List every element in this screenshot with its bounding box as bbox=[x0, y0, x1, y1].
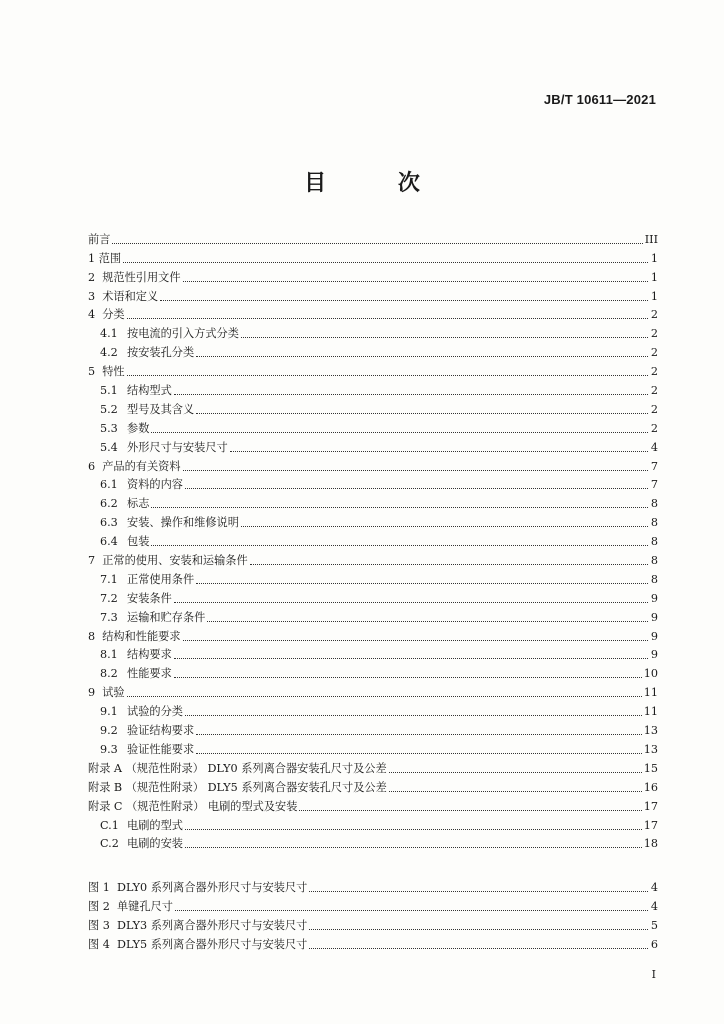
dot-leader bbox=[160, 299, 648, 301]
entry-title: 型号及其含义 bbox=[127, 402, 195, 416]
dot-leader bbox=[151, 431, 648, 433]
entry-number: 5.4 bbox=[100, 440, 118, 454]
entry-title: 正常的使用、安装和运输条件 bbox=[102, 554, 248, 568]
entry-title: 结构要求 bbox=[127, 648, 172, 662]
entry-title: 包装 bbox=[127, 535, 150, 549]
toc-entry[interactable] bbox=[88, 379, 658, 398]
entry-page: 1 bbox=[650, 251, 658, 265]
entry-page: 2 bbox=[650, 308, 658, 322]
entry-title: 安装条件 bbox=[127, 591, 172, 605]
dot-leader bbox=[389, 771, 642, 773]
dot-leader bbox=[196, 412, 648, 414]
entry-page: 1 bbox=[650, 289, 658, 303]
toc-entry[interactable] bbox=[88, 681, 658, 700]
entry-number: 6.4 bbox=[100, 535, 118, 549]
toc-entry[interactable] bbox=[88, 606, 658, 625]
dot-leader bbox=[174, 601, 648, 603]
entry-title: 验证结构要求 bbox=[127, 724, 195, 738]
dot-leader bbox=[185, 828, 642, 830]
entry-number: 6 bbox=[88, 459, 103, 473]
entry-page: 9 bbox=[650, 591, 658, 605]
entry-number: 4 bbox=[88, 308, 103, 322]
dot-leader bbox=[196, 355, 648, 357]
dot-leader bbox=[183, 469, 648, 471]
entry-page: III bbox=[644, 232, 658, 246]
entry-title: 资料的内容 bbox=[127, 478, 183, 492]
dot-leader bbox=[389, 790, 642, 792]
entry-page: 13 bbox=[643, 742, 658, 756]
entry-number: 8.2 bbox=[100, 667, 118, 681]
toc-entry[interactable] bbox=[88, 417, 658, 436]
entry-title: 按电流的引入方式分类 bbox=[127, 327, 239, 341]
entry-number: 9.3 bbox=[100, 742, 118, 756]
toc-entry[interactable] bbox=[88, 455, 658, 474]
entry-title: 产品的有关资料 bbox=[102, 459, 181, 473]
entry-number: 7.3 bbox=[100, 610, 118, 624]
entry-number: C.2 bbox=[100, 837, 119, 851]
toc-entry[interactable] bbox=[88, 304, 658, 323]
entry-title: DLY0 系列离合器外形尺寸与安装尺寸 bbox=[116, 880, 308, 894]
dot-leader bbox=[299, 809, 641, 811]
figure-entry[interactable] bbox=[88, 876, 658, 895]
entry-page: 13 bbox=[643, 724, 658, 738]
entry-page: 4 bbox=[650, 899, 658, 913]
toc-entry[interactable] bbox=[88, 285, 658, 304]
toc-entry[interactable] bbox=[88, 587, 658, 606]
entry-title: 单键孔尺寸 bbox=[116, 899, 173, 913]
entry-title: 验证性能要求 bbox=[127, 742, 195, 756]
dot-leader bbox=[127, 695, 642, 697]
entry-number: 7.1 bbox=[100, 572, 118, 586]
toc-entry[interactable] bbox=[88, 644, 658, 663]
dot-leader bbox=[196, 733, 642, 735]
figure-entry[interactable] bbox=[88, 895, 658, 914]
entry-number: 5.1 bbox=[100, 384, 118, 398]
entry-page: 11 bbox=[643, 705, 658, 719]
entry-page: 2 bbox=[650, 365, 658, 379]
table-of-contents bbox=[88, 228, 658, 851]
dot-leader bbox=[185, 714, 642, 716]
dot-leader bbox=[241, 525, 648, 527]
entry-number: 8.1 bbox=[100, 648, 118, 662]
toc-entry[interactable] bbox=[88, 228, 658, 247]
dot-leader bbox=[151, 506, 648, 508]
toc-entry[interactable] bbox=[88, 795, 658, 814]
toc-entry[interactable] bbox=[88, 341, 658, 360]
toc-entry[interactable] bbox=[88, 719, 658, 738]
entry-page: 2 bbox=[650, 421, 658, 435]
entry-title: 参数 bbox=[127, 421, 150, 435]
entry-page: 11 bbox=[643, 686, 658, 700]
entry-title: 规范性引用文件 bbox=[102, 270, 181, 284]
dot-leader bbox=[309, 928, 648, 930]
entry-title: 标志 bbox=[127, 497, 150, 511]
dot-leader bbox=[151, 544, 648, 546]
entry-number: 附录 B bbox=[88, 780, 126, 794]
dot-leader bbox=[174, 676, 642, 678]
entry-title: 试验的分类 bbox=[127, 705, 183, 719]
entry-number: 6.3 bbox=[100, 516, 118, 530]
entry-number: 7.2 bbox=[100, 591, 118, 605]
entry-number: 5.3 bbox=[100, 421, 118, 435]
dot-leader bbox=[112, 242, 642, 244]
toc-entry[interactable] bbox=[88, 833, 658, 852]
entry-number: 4.1 bbox=[100, 327, 118, 341]
toc-entry[interactable] bbox=[88, 360, 658, 379]
entry-page: 8 bbox=[650, 554, 658, 568]
entry-number: 6.1 bbox=[100, 478, 118, 492]
toc-entry[interactable] bbox=[88, 738, 658, 757]
toc-entry[interactable] bbox=[88, 436, 658, 455]
entry-title: （规范性附录） 电刷的型式及安装 bbox=[126, 799, 298, 813]
entry-number: 2 bbox=[88, 270, 103, 284]
toc-entry[interactable] bbox=[88, 492, 658, 511]
entry-title: DLY5 系列离合器外形尺寸与安装尺寸 bbox=[116, 937, 308, 951]
dot-leader bbox=[309, 890, 648, 892]
entry-page: 5 bbox=[650, 918, 658, 932]
dot-leader bbox=[250, 563, 648, 565]
toc-entry[interactable] bbox=[88, 776, 658, 795]
entry-title: （规范性附录） DLY5 系列离合器安装孔尺寸及公差 bbox=[125, 780, 387, 794]
toc-entry[interactable] bbox=[88, 530, 658, 549]
entry-page: 17 bbox=[643, 818, 658, 832]
entry-title: 运输和贮存条件 bbox=[127, 610, 206, 624]
toc-entry[interactable] bbox=[88, 662, 658, 681]
entry-number: 5.2 bbox=[100, 402, 118, 416]
dot-leader bbox=[196, 582, 648, 584]
toc-entry[interactable] bbox=[88, 700, 658, 719]
entry-number: 3 bbox=[88, 289, 103, 303]
entry-title: 前言 bbox=[88, 232, 111, 246]
toc-entry[interactable] bbox=[88, 511, 658, 530]
dot-leader bbox=[196, 752, 642, 754]
toc-entry[interactable] bbox=[88, 757, 658, 776]
toc-entry[interactable] bbox=[88, 247, 658, 266]
entry-page: 18 bbox=[643, 837, 658, 851]
entry-title: 范围 bbox=[98, 251, 122, 265]
figure-entry[interactable] bbox=[88, 914, 658, 933]
toc-entry[interactable] bbox=[88, 814, 658, 833]
toc-entry[interactable] bbox=[88, 549, 658, 568]
dot-leader bbox=[175, 909, 648, 911]
entry-number: 8 bbox=[88, 629, 103, 643]
dot-leader bbox=[309, 947, 648, 949]
entry-title: DLY3 系列离合器外形尺寸与安装尺寸 bbox=[116, 918, 308, 932]
dot-leader bbox=[183, 280, 648, 282]
entry-page: 9 bbox=[650, 610, 658, 624]
entry-number: 6.2 bbox=[100, 497, 118, 511]
entry-title: （规范性附录） DLY0 系列离合器安装孔尺寸及公差 bbox=[125, 761, 387, 775]
entry-title: 结构型式 bbox=[127, 384, 172, 398]
page-number: I bbox=[651, 968, 656, 981]
entry-page: 8 bbox=[650, 497, 658, 511]
entry-page: 7 bbox=[650, 459, 658, 473]
entry-number: 附录 C bbox=[88, 799, 127, 813]
entry-page: 2 bbox=[650, 346, 658, 360]
entry-number: 附录 A bbox=[88, 761, 126, 775]
toc-entry[interactable] bbox=[88, 474, 658, 493]
dot-leader bbox=[174, 393, 648, 395]
figure-entry[interactable] bbox=[88, 933, 658, 952]
entry-title: 电刷的安装 bbox=[127, 837, 183, 851]
dot-leader bbox=[127, 317, 648, 319]
entry-page: 16 bbox=[643, 780, 658, 794]
dot-leader bbox=[185, 846, 642, 848]
entry-page: 10 bbox=[643, 667, 658, 681]
dot-leader bbox=[127, 374, 648, 376]
entry-title: 特性 bbox=[102, 365, 125, 379]
entry-title: 性能要求 bbox=[127, 667, 172, 681]
entry-number: 1 bbox=[88, 251, 99, 265]
entry-title: 按安装孔分类 bbox=[127, 346, 195, 360]
entry-number: 9.2 bbox=[100, 724, 118, 738]
dot-leader bbox=[241, 336, 648, 338]
entry-page: 1 bbox=[650, 270, 658, 284]
entry-number: 7 bbox=[88, 554, 103, 568]
entry-page: 15 bbox=[643, 761, 658, 775]
entry-page: 8 bbox=[650, 535, 658, 549]
entry-title: 安装、操作和维修说明 bbox=[127, 516, 239, 530]
entry-number: 9.1 bbox=[100, 705, 118, 719]
entry-page: 17 bbox=[643, 799, 658, 813]
entry-number: 图 4 bbox=[88, 937, 117, 951]
entry-page: 9 bbox=[650, 648, 658, 662]
entry-page: 2 bbox=[650, 327, 658, 341]
entry-page: 8 bbox=[650, 572, 658, 586]
entry-page: 2 bbox=[650, 402, 658, 416]
entry-number: C.1 bbox=[100, 818, 119, 832]
entry-number: 图 2 bbox=[88, 899, 117, 913]
entry-page: 4 bbox=[650, 880, 658, 894]
standard-code: JB/T 10611—2021 bbox=[543, 92, 656, 107]
toc-entry[interactable] bbox=[88, 568, 658, 587]
dot-leader bbox=[207, 620, 648, 622]
dot-leader bbox=[185, 487, 648, 489]
dot-leader bbox=[183, 639, 648, 641]
entry-number: 9 bbox=[88, 686, 103, 700]
figure-list bbox=[88, 876, 658, 952]
entry-title: 试验 bbox=[102, 686, 125, 700]
toc-entry[interactable] bbox=[88, 398, 658, 417]
entry-page: 6 bbox=[650, 937, 658, 951]
entry-title: 分类 bbox=[102, 308, 125, 322]
entry-page: 8 bbox=[650, 516, 658, 530]
entry-title: 术语和定义 bbox=[102, 289, 159, 303]
entry-title: 电刷的型式 bbox=[127, 818, 183, 832]
entry-page: 4 bbox=[650, 440, 658, 454]
page-title: 目 次 bbox=[304, 170, 452, 196]
toc-entry[interactable] bbox=[88, 625, 658, 644]
entry-title: 结构和性能要求 bbox=[102, 629, 181, 643]
entry-title: 外形尺寸与安装尺寸 bbox=[127, 440, 228, 454]
dot-leader bbox=[123, 261, 648, 263]
dot-leader bbox=[230, 450, 648, 452]
entry-page: 9 bbox=[650, 629, 658, 643]
entry-number: 图 1 bbox=[88, 880, 117, 894]
toc-entry[interactable] bbox=[88, 322, 658, 341]
entry-number: 图 3 bbox=[88, 918, 117, 932]
entry-number: 5 bbox=[88, 365, 103, 379]
toc-entry[interactable] bbox=[88, 266, 658, 285]
entry-page: 2 bbox=[650, 384, 658, 398]
entry-title: 正常使用条件 bbox=[127, 572, 195, 586]
entry-number: 4.2 bbox=[100, 346, 118, 360]
entry-page: 7 bbox=[650, 478, 658, 492]
dot-leader bbox=[174, 657, 648, 659]
